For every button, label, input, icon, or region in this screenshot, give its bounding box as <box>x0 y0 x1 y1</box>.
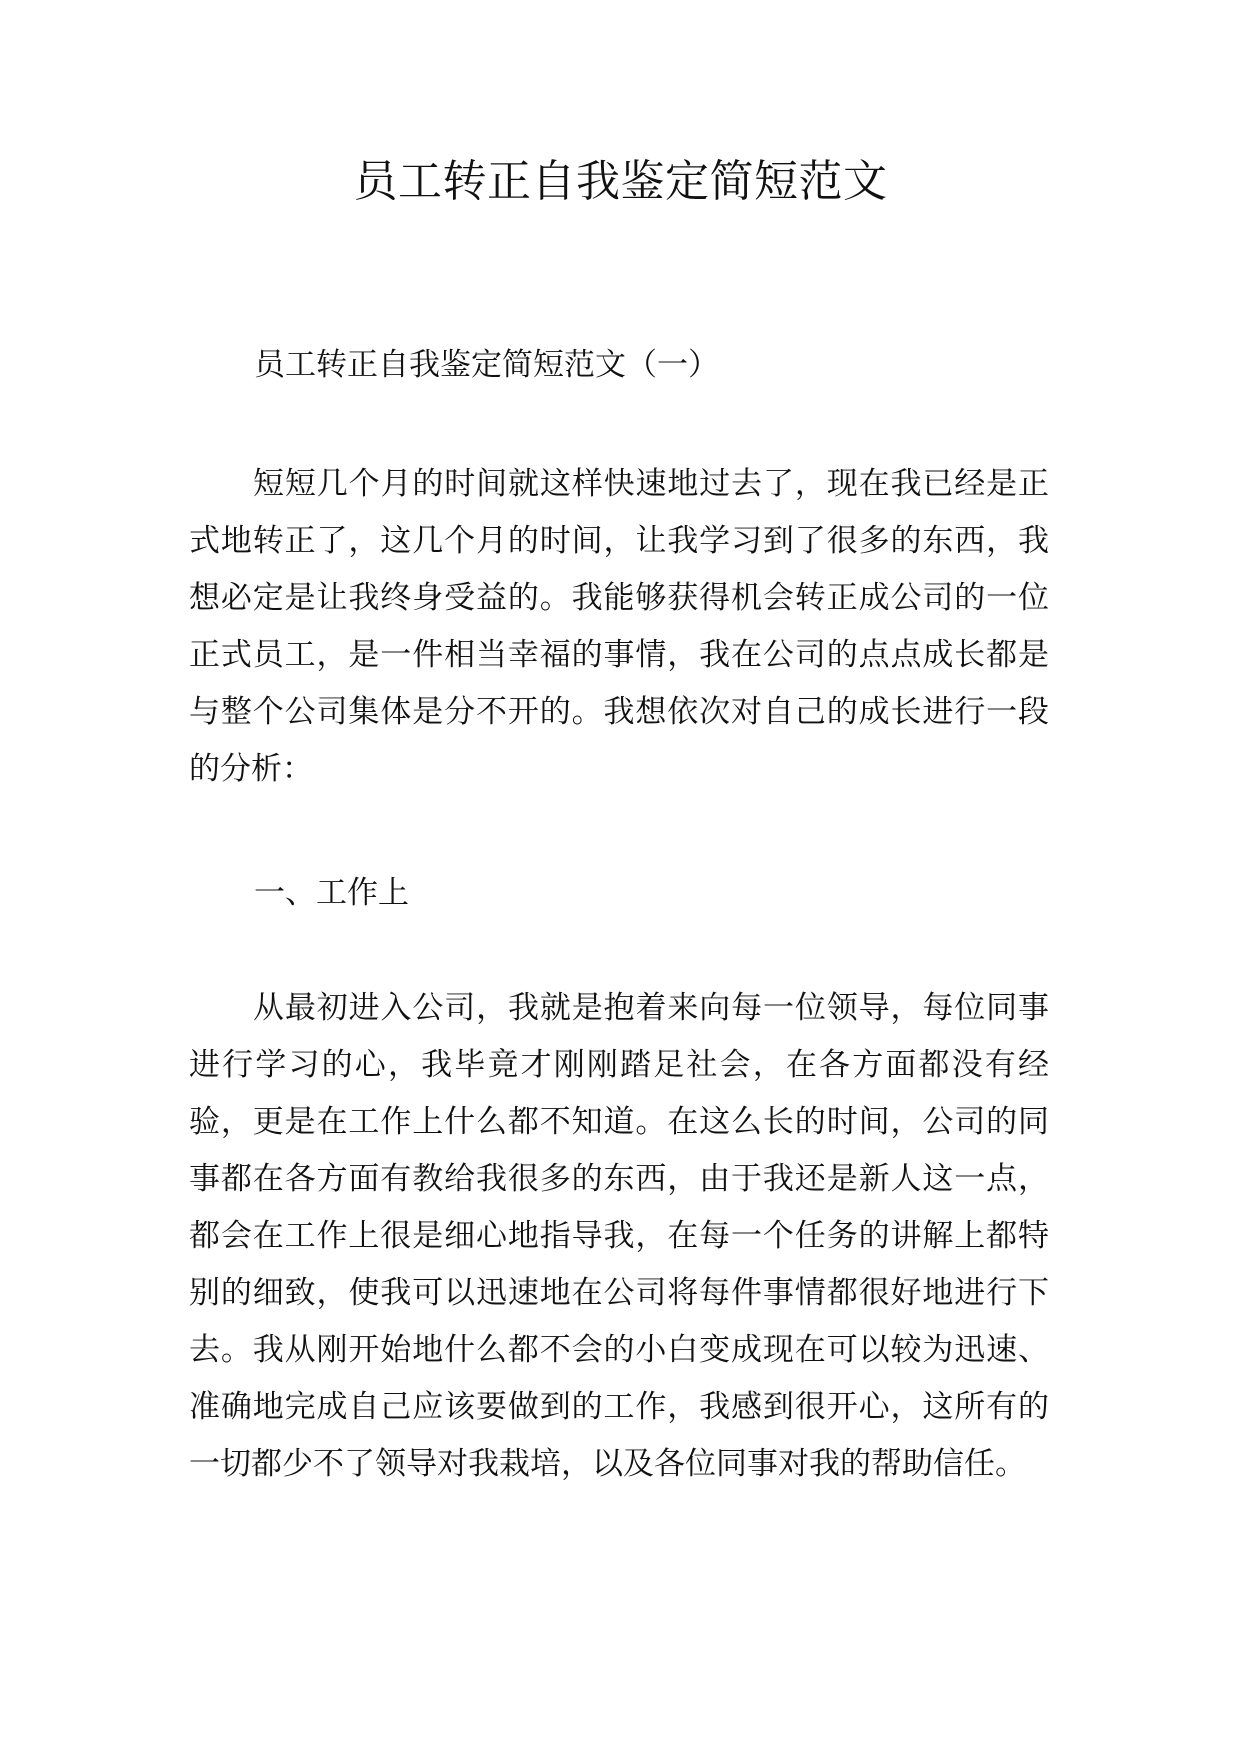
section-heading-work: 一、工作上 <box>254 875 409 911</box>
paragraph-intro: 短短几个月的时间就这样快速地过去了，现在我已经是正式地转正了，这几个月的时间，让我学习到了很多的东西，我想必定是让我终身受益的。我能够获得机会转正成公司的一位正式员工，是一件相当幸福的事情，我在公司的点点成长都是与整个公司集体是分不开的。我想依次对自己的成长进行一段的分析： <box>189 466 1049 787</box>
paragraph-work: 从最初进入公司，我就是抱着来向每一位领导，每位同事进行学习的心，我毕竟才刚刚踏足社会，在各方面都没有经验，更是在工作上什么都不知道。在这么长的时间，公司的同事都在各方面有教给我很多的东西，由于我还是新人这一点，都会在工作上很是细心地指导我，在每一个任务的讲解上都特别的细致，使我可以迅速地在公司将每件事情都很好地进行下去。我从刚开始地什么都不会的小白变成现在可以较为迅速、准确地完成自己应该要做到的工作，我感到很开心，这所有的一切都少不了领导对我栽培，以及各位同事对我的帮助信任。 <box>189 990 1049 1482</box>
document-title: 员工转正自我鉴定简短范文 <box>353 156 888 207</box>
document-subtitle: 员工转正自我鉴定简短范文（一） <box>254 347 719 383</box>
